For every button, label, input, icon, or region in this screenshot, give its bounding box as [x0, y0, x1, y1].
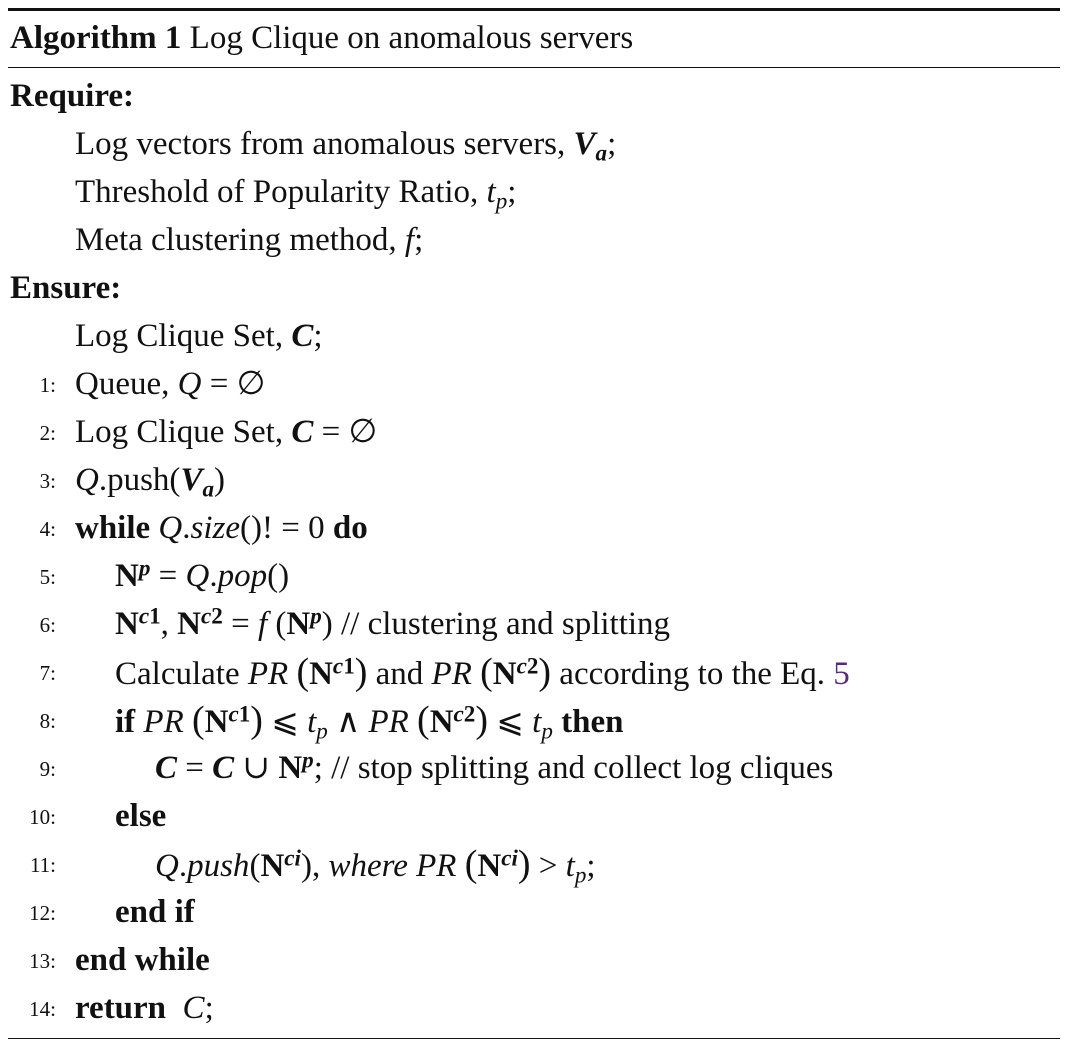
algo-line-5: 5: $N^p = Q.pop()$: [8, 552, 1060, 600]
algo-line-13: 13: end while: [8, 936, 1060, 984]
require-item-1: Log vectors from anomalous servers, $V_a$;: [75, 126, 617, 166]
algo-line-2: 2: Log Clique Set, C = ∅: [8, 408, 1060, 456]
line-number: 12:: [29, 901, 56, 925]
line-number: 7:: [39, 661, 56, 685]
line-number: 13:: [29, 949, 56, 973]
algorithm-label: Algorithm 1: [10, 20, 182, 56]
algo-line-12: 12: end if: [8, 888, 1060, 936]
algorithm-title: Log Clique on anomalous servers: [189, 20, 634, 56]
algo-line-10: 10: else: [8, 792, 1060, 840]
ensure-heading: Ensure:: [10, 270, 122, 306]
algo-line-1: 1: Queue, Q = ∅: [8, 360, 1060, 408]
line-number: 2:: [39, 421, 56, 445]
line-number: 9:: [39, 757, 56, 781]
algo-line-14: 14: return C;: [8, 984, 1060, 1032]
algo-line-7: 7: Calculate PR $(N^{c1})$ and PR $(N^{c2})$ according to the Eq. 5: [8, 648, 1060, 696]
line-number: 1:: [39, 373, 56, 397]
algo-line-8: 8: if PR $(N^{c1})$ ⩽ $t_p$ ∧ PR $(N^{c2})$ ⩽ $t_p$ then: [8, 696, 1060, 744]
algo-line-4: 4: while Q.size()! = 0 do: [8, 504, 1060, 552]
line-number: 5:: [39, 565, 56, 589]
equation-reference-link[interactable]: 5: [833, 656, 850, 692]
line-number: 10:: [29, 805, 56, 829]
ensure-item-1: Log Clique Set, C;: [75, 318, 323, 354]
line-number: 4:: [39, 517, 56, 541]
line-number: 14:: [29, 997, 56, 1021]
algorithm-box: [8, 8, 1060, 1039]
algorithm-caption: [8, 11, 1060, 67]
line-number: 3:: [39, 469, 56, 493]
algo-line-6: 6: $N^{c1}$, $N^{c2} = f$ $(N^p)$ // clustering and splitting: [8, 600, 1060, 648]
require-item-3: Meta clustering method, f;: [75, 222, 424, 258]
line-number: 6:: [39, 613, 56, 637]
bottom-rule: [8, 1038, 1060, 1039]
require-item-2: Threshold of Popularity Ratio, $t_p$;: [75, 174, 517, 214]
line-number: 11:: [29, 853, 56, 877]
line-number: 8:: [39, 709, 56, 733]
require-heading: Require:: [10, 78, 135, 114]
algo-line-9: 9: C = C ∪ $N^p$; // stop splitting and collect log cliques: [8, 744, 1060, 792]
algo-line-11: 11: $Q.push(N^{ci})$, where PR $(N^{ci}) > t_p$;: [8, 840, 1060, 888]
algo-line-3: 3: $Q.push(V_a)$: [8, 456, 1060, 504]
